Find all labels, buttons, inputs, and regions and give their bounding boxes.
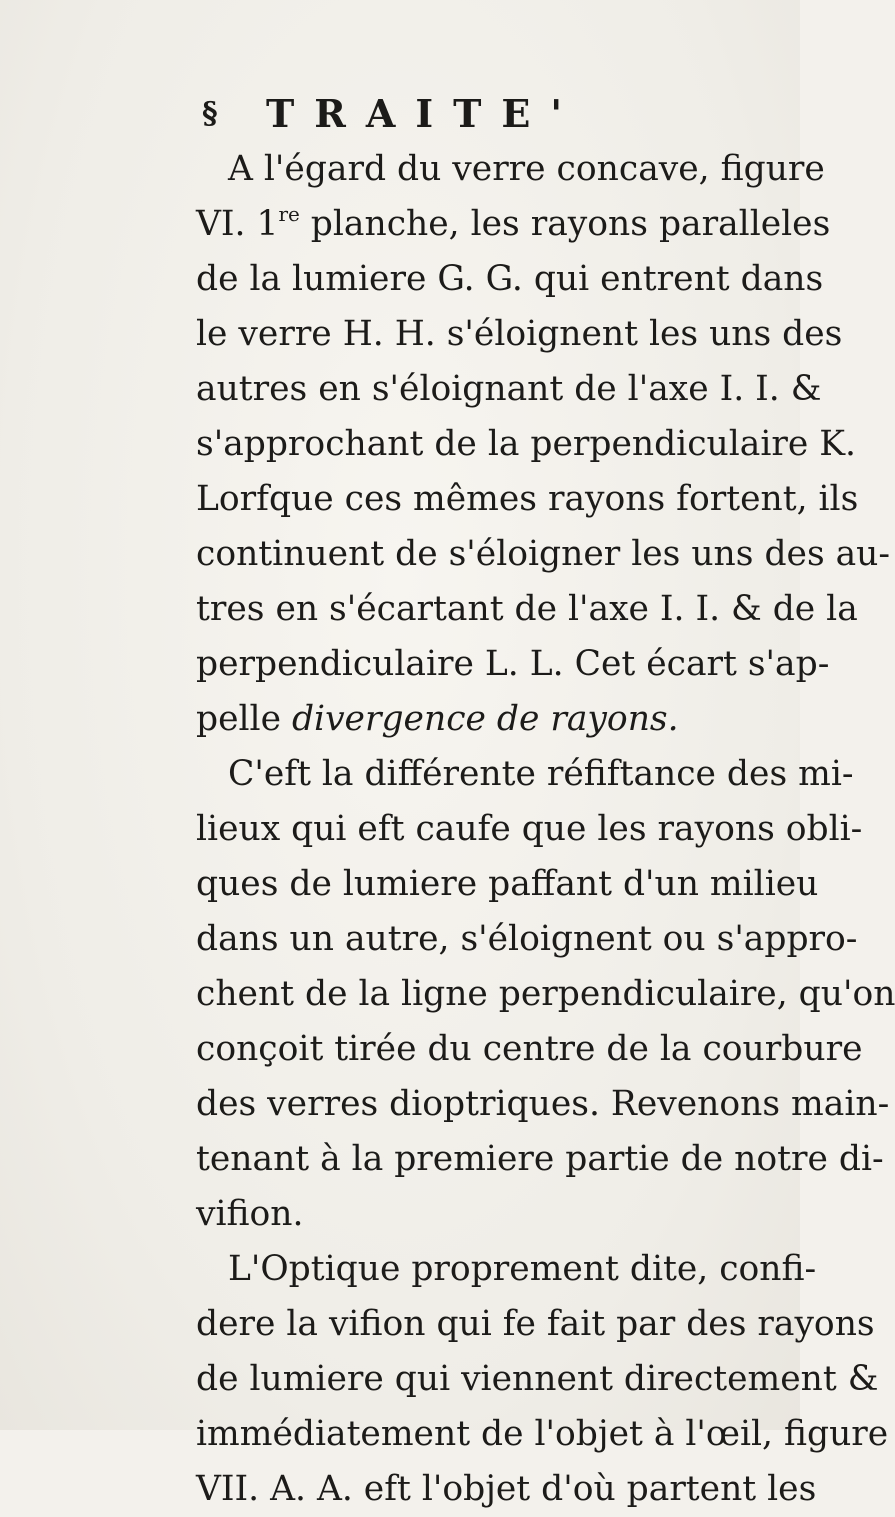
page-header <box>202 92 642 140</box>
text-line <box>196 692 786 747</box>
text-line: C'eft la différente réfiftance des mi- <box>228 754 854 794</box>
text-line: A l'égard du verre concave, figure <box>228 149 825 189</box>
text-line: conçoit tirée du centre de la courbure <box>196 1029 863 1069</box>
text-line: immédiatement de l'objet à l'œil, figure <box>196 1414 889 1454</box>
text-line <box>196 197 831 252</box>
text-line: dere la vifion qui fe fait par des rayons <box>196 1304 875 1344</box>
text-line: dans un autre, s'éloignent ou s'appro- <box>196 919 858 959</box>
text-line: ques de lumiere paffant d'un milieu <box>196 864 819 904</box>
text-line: de lumiere qui viennent directement & <box>196 1359 879 1399</box>
text-line: Lorfque ces mêmes rayons fortent, ils <box>196 479 859 519</box>
text-line: chent de la ligne perpendiculaire, qu'on <box>196 974 895 1014</box>
text-line: tenant à la premiere partie de notre di- <box>196 1139 884 1179</box>
text-line: s'approchant de la perpendiculaire K. <box>196 424 857 464</box>
text-line: VII. A. A. eft l'objet d'où partent les <box>196 1469 817 1509</box>
text-segment: pelle <box>196 699 292 739</box>
running-title: TRAITE' <box>266 91 582 136</box>
signature-mark: § <box>202 96 218 131</box>
italic-term: divergence de rayons. <box>291 699 679 739</box>
text-line: lieux qui eft caufe que les rayons obli- <box>196 809 863 849</box>
text-segment: planche, les rayons paralleles <box>299 204 831 244</box>
text-line: des verres dioptriques. Revenons main- <box>196 1084 890 1124</box>
text-line: le verre H. H. s'éloignent les uns des <box>196 314 843 354</box>
text-line: continuent de s'éloigner les uns des au- <box>196 534 891 574</box>
text-line: perpendiculaire L. L. Cet écart s'ap- <box>196 644 830 684</box>
text-line: tres en s'écartant de l'axe I. I. & de la <box>196 589 858 629</box>
text-line: de la lumiere G. G. qui entrent dans <box>196 259 824 299</box>
text-line: vifion. <box>196 1194 304 1234</box>
text-line: L'Optique proprement dite, confi- <box>228 1249 817 1289</box>
text-line: autres en s'éloignant de l'axe I. I. & <box>196 369 822 409</box>
superscript: re <box>278 202 300 226</box>
page-body <box>196 142 895 1517</box>
text-segment: VI. 1 <box>196 204 279 244</box>
